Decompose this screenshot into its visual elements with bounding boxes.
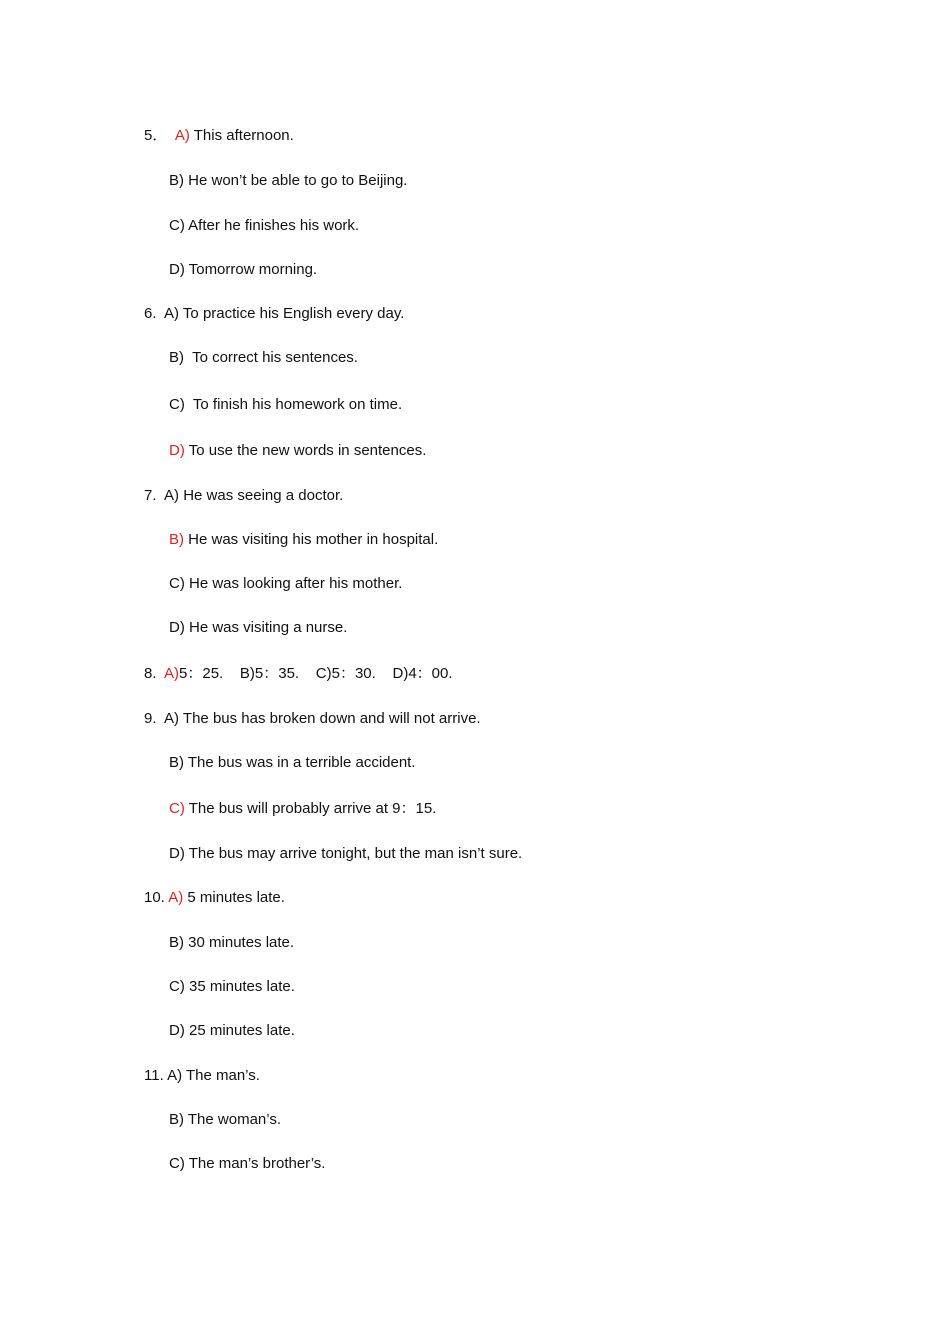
question-7-option-b [169, 531, 438, 549]
option-text: The bus has broken down and will not arrive. [179, 710, 481, 727]
question-10-option-c [169, 978, 295, 996]
option-text: He was seeing a doctor. [179, 487, 344, 504]
option-text: This afternoon. [189, 127, 294, 144]
question-6-option-c [169, 396, 402, 414]
option-text: 5 minutes late. [183, 889, 285, 906]
option-text: 5：30. [331, 665, 376, 682]
option-letter-correct: A) [174, 127, 190, 144]
option-letter: C) [169, 978, 185, 995]
option-text: He was visiting a nurse. [184, 619, 348, 636]
option-letter: B) [169, 754, 184, 771]
question-number: 11. [144, 1067, 164, 1084]
question-7-option-c [169, 575, 402, 593]
option-letter: B) [169, 1111, 184, 1128]
option-text: The man’s. [182, 1067, 260, 1084]
question-11-option-b [169, 1111, 281, 1129]
option-letter: D) [392, 665, 409, 682]
option-letter: B) [169, 172, 184, 189]
question-9-option-d [169, 845, 522, 863]
option-letter: B) [239, 665, 255, 682]
option-text: The bus will probably arrive at 9：15. [184, 800, 437, 817]
option-text: He won’t be able to go to Beijing. [184, 172, 408, 189]
option-text: The bus may arrive tonight, but the man isn’t sure. [184, 845, 523, 862]
question-6-option-d [169, 442, 426, 460]
option-text: 5：25. [179, 665, 224, 682]
option-letter: C) [169, 1155, 185, 1172]
option-text: To practice his English every day. [179, 305, 405, 322]
option-text: He was visiting his mother in hospital. [184, 531, 439, 548]
option-letter: C) [169, 396, 185, 413]
question-6-option-b [169, 349, 358, 367]
option-letter: C) [315, 665, 332, 682]
option-letter: C) [169, 575, 185, 592]
option-text: The bus was in a terrible accident. [184, 754, 416, 771]
option-letter: D) [169, 845, 185, 862]
question-7-option-a [144, 487, 343, 505]
option-letter-correct: A) [168, 889, 184, 906]
option-letter: C) [169, 217, 185, 234]
question-9-option-a [144, 710, 481, 728]
option-letter: A) [164, 305, 180, 322]
option-letter: A) [164, 710, 180, 727]
option-text: 35 minutes late. [184, 978, 295, 995]
option-letter: B) [169, 349, 184, 366]
option-text: 5：35. [254, 665, 300, 682]
option-text: He was looking after his mother. [184, 575, 403, 592]
question-9-option-c [169, 800, 436, 818]
option-text: To correct his sentences. [184, 349, 358, 366]
option-text: 25 minutes late. [184, 1022, 295, 1039]
option-text: The woman’s. [184, 1111, 281, 1128]
question-number: 9. [144, 710, 157, 727]
question-6-option-a [144, 305, 404, 323]
question-number: 10. [144, 889, 165, 906]
question-5-option-a [144, 127, 294, 145]
question-11-option-c [169, 1155, 325, 1173]
option-letter: A) [167, 1067, 183, 1084]
option-letter-correct: D) [169, 442, 185, 459]
question-number: 8. [144, 665, 157, 682]
option-letter: B) [169, 934, 184, 951]
option-letter-correct: B) [169, 531, 184, 548]
question-5-option-c [169, 217, 359, 235]
question-10-option-a [144, 889, 285, 907]
question-5-option-b [169, 172, 407, 190]
question-number: 6. [144, 305, 157, 322]
option-letter: D) [169, 619, 185, 636]
option-letter: D) [169, 261, 185, 278]
option-text: 30 minutes late. [184, 934, 295, 951]
option-letter: D) [169, 1022, 185, 1039]
option-text: After he finishes his work. [184, 217, 360, 234]
option-text: Tomorrow morning. [184, 261, 318, 278]
option-text: To use the new words in sentences. [184, 442, 427, 459]
option-letter: A) [164, 487, 180, 504]
question-10-option-b [169, 934, 294, 952]
question-number: 5． [144, 127, 168, 144]
question-11-option-a [144, 1067, 260, 1085]
question-7-option-d [169, 619, 347, 637]
option-letter-correct: A) [164, 665, 180, 682]
question-8-options [144, 665, 453, 683]
option-letter-correct: C) [169, 800, 185, 817]
option-text: 4：00. [408, 665, 453, 682]
option-text: The man’s brother’s. [184, 1155, 326, 1172]
question-10-option-d [169, 1022, 295, 1040]
question-9-option-b [169, 754, 416, 772]
option-text: To finish his homework on time. [184, 396, 403, 413]
question-5-option-d [169, 261, 317, 279]
question-number: 7. [144, 487, 157, 504]
